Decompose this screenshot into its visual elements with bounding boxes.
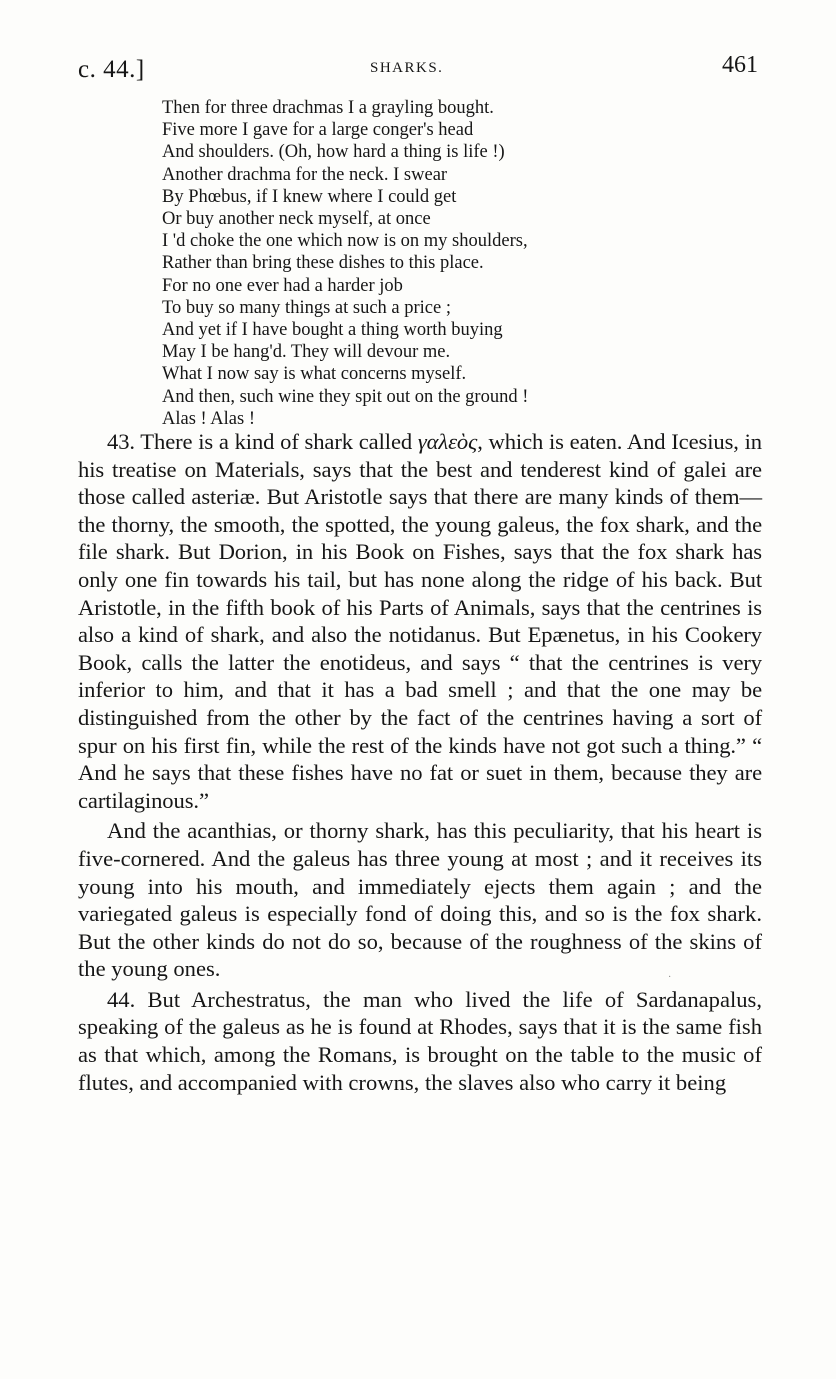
verse-line: May I be hang'd. They will devour me. [162,342,451,363]
verse-line: And then, such wine they spit out on the ground ! [162,386,529,407]
prose-body [78,428,762,1099]
paragraph-44: 44. But Archestratus, the man who lived the life of Sardanapalus, speaking of the galeus as he is found at Rhodes, says that it is the same fish as that which, among the Romans, is brought on the table to the music of flutes, and accompanied with crowns, the slaves also who carry it being [78,986,762,1095]
paragraph-43-text-rest: , which is eaten. And Icesius, in his treatise on Materials, says that the best and tenderest kind of galei are those called asteriæ. But Aristotle says that there are many kinds of them—the thorny, the smooth, the spotted, the young galeus, the fox shark, and the file shark. But Dorion, in his Book on Fishes, says that the fox shark has only one fin towards his tail, but has none along the ridge of his back. But Aristotle, in the fifth book of his Parts of Animals, says that the centrines is also a kind of shark, and also the notidanus. But Epænetus, in his Cookery Book, calls the latter the enotideus, and says “ that the centrines is very inferior to him, and that it has a bad smell ; and that the one may be distinguished from the other by the fact of the centrines having a sort of spur on his first fin, while the rest of the kinds have not got such a thing.” “ And he says that these fishes have no fat or suet in them, because they are cartilaginous.” [78,429,762,813]
verse-line: Or buy another neck myself, at once [162,209,431,230]
verse-line: I 'd choke the one which now is on my shoulders, [162,231,528,252]
verse-line: Another drachma for the neck. I swear [162,164,448,185]
verse-line: For no one ever had a harder job [162,275,403,296]
chapter-reference: c. 44.] [78,56,145,83]
verse-line: To buy so many things at such a price ; [162,297,451,318]
page-number: 461 [722,52,758,78]
greek-word: γαλεὸς [417,429,478,454]
verse-line: By Phœbus, if I knew where I could get [162,186,457,207]
paragraph-43 [78,428,762,814]
print-speck: · [668,972,672,983]
paragraph-43-text-start: 43. There is a kind of shark called [107,429,418,454]
paragraph-acanthias: And the acanthias, or thorny shark, has this peculiarity, that his heart is five-cornered. And the galeus has three young at most ; and it receives its young into his mouth, and immediately ejects them again ; and the variegated galeus is especially fond of doing this, and so is the fox shark. But the other kinds do not do so, because of the roughness of the skins of the young ones. [78,818,762,982]
verse-line: What I now say is what concerns myself. [162,364,467,385]
running-head [78,52,758,84]
running-title: SHARKS. [370,60,444,76]
verse-line: Then for three drachmas I a grayling bought. [162,98,494,118]
verse-block [162,97,682,430]
verse-line: Rather than bring these dishes to this place. [162,253,484,274]
verse-line: Alas ! Alas ! [162,408,255,429]
verse-line: Five more I gave for a large conger's head [162,120,474,141]
verse-line: And shoulders. (Oh, how hard a thing is life !) [162,142,505,163]
verse-line: And yet if I have bought a thing worth buying [162,320,503,341]
